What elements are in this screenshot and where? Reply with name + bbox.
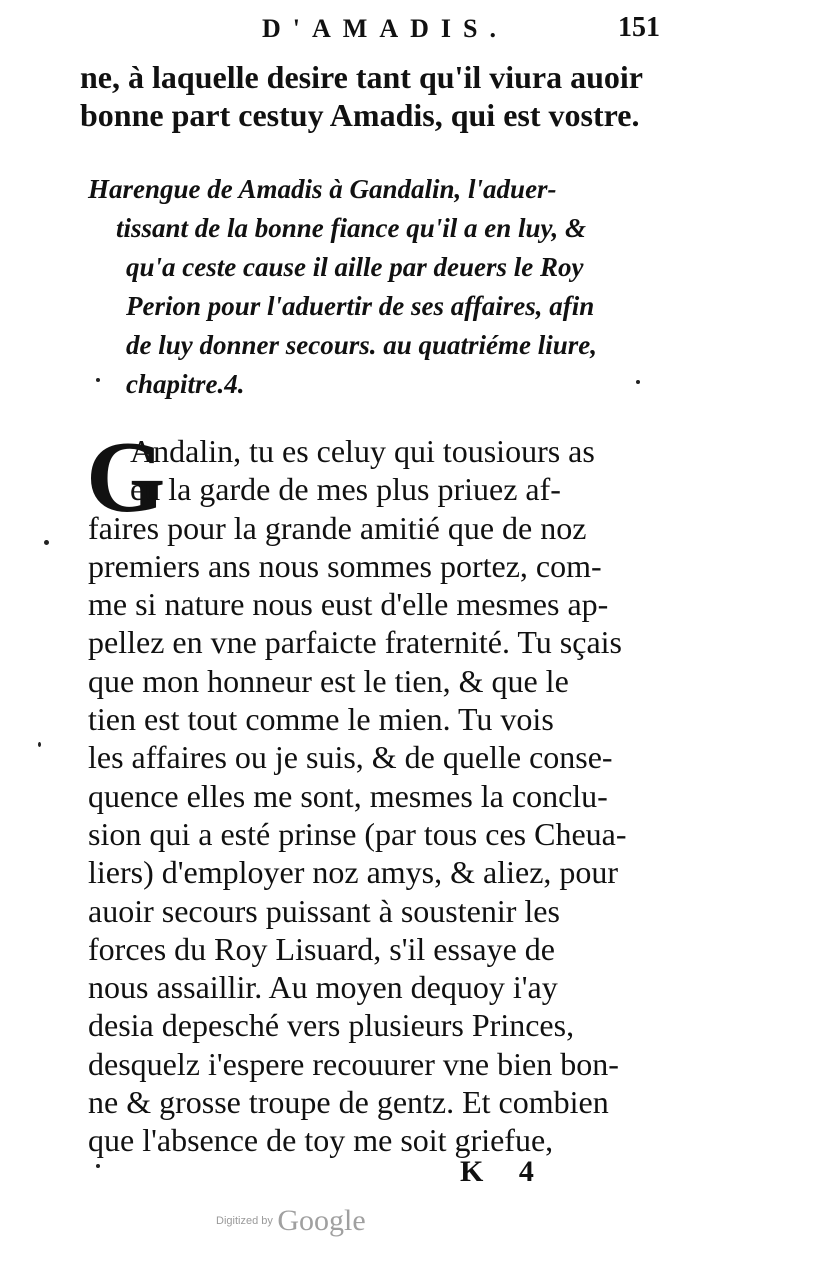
running-title: D'AMADIS. [262, 14, 508, 43]
heading-line: chapitre.4. [126, 369, 245, 399]
body-line: desquelz i'espere recouurer vne bien bon- [88, 1045, 619, 1082]
body-line: eu la garde de mes plus priuez af- [130, 471, 561, 508]
body-line: quence elles me sont, mesmes la conclu- [88, 777, 608, 814]
body-line: premiers ans nous sommes portez, com- [88, 547, 602, 584]
carry-line: bonne part cestuy Amadis, qui est vostre. [80, 97, 640, 133]
watermark-prefix: Digitized by [216, 1215, 273, 1227]
body-line: que l'absence de toy me soit griefue, [88, 1122, 554, 1159]
body-line: tien est tout comme le mien. Tu vois [88, 701, 554, 738]
body-line: desia depesché vers plusieurs Princes, [88, 1007, 575, 1044]
body-paragraph [88, 432, 688, 1160]
body-line: les affaires ou je suis, & de quelle conse- [88, 739, 613, 776]
scan-speck [96, 378, 100, 382]
heading-line: Harengue de Amadis à Gandalin, l'aduer- [88, 174, 557, 204]
section-heading [88, 170, 688, 404]
signature-mark: K 4 [460, 1155, 548, 1188]
heading-line: qu'a ceste cause il aille par deuers le Roy [126, 252, 584, 282]
scan-speck [44, 540, 49, 545]
body-line: auoir secours puissant à soustenir les [88, 892, 560, 929]
scan-speck [38, 742, 41, 747]
digitization-watermark [216, 1204, 366, 1238]
page-number: 151 [618, 12, 660, 43]
body-line: pellez en vne parfaicte fraternité. Tu sçais [88, 624, 622, 661]
scan-speck [96, 1164, 100, 1168]
heading-line: tissant de la bonne fiance qu'il a en luy, & [116, 213, 587, 243]
body-line: faires pour la grande amitié que de noz [88, 509, 587, 546]
body-line: liers) d'employer noz amys, & aliez, pour [88, 854, 619, 891]
body-line: nous assaillir. Au moyen dequoy i'ay [88, 969, 558, 1006]
body-line: forces du Roy Lisuard, s'il essaye de [88, 930, 555, 967]
body-line: me si nature nous eust d'elle mesmes ap- [88, 586, 609, 623]
body-line: ne & grosse troupe de gentz. Et combien [88, 1084, 609, 1121]
body-line: que mon honneur est le tien, & que le [88, 662, 569, 699]
body-line: Andalin, tu es celuy qui tousiours as [130, 433, 595, 469]
body-line: sion qui a esté prinse (par tous ces Cheua- [88, 815, 627, 852]
scan-speck [636, 380, 640, 384]
heading-line: de luy donner secours. au quatriéme liure, [126, 330, 598, 360]
drop-cap: G [86, 421, 166, 534]
carry-over-text [80, 58, 680, 134]
watermark-brand: Google [277, 1204, 366, 1237]
carry-line: ne, à laquelle desire tant qu'il viura auoir [80, 59, 643, 95]
heading-line: Perion pour l'aduertir de ses affaires, afin [126, 291, 595, 321]
